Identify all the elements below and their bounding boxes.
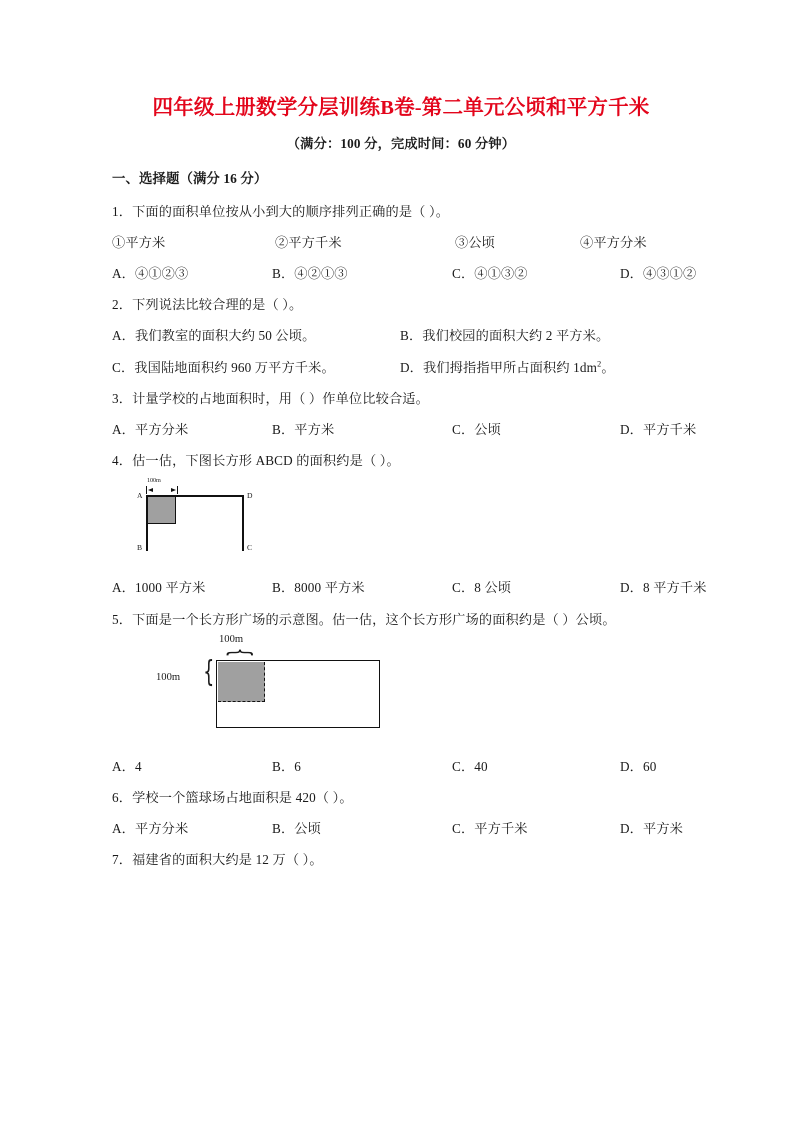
question-5-option-b[interactable]: B．6: [272, 758, 302, 774]
curly-brace-top-icon: {: [223, 647, 259, 658]
question-3-option-d[interactable]: D．平方千米: [620, 422, 697, 438]
question-4-option-a[interactable]: A．1000 平方米: [112, 580, 206, 596]
question-1-circled-option-3: ③公顷: [455, 234, 496, 250]
plaza-left-length-label: 100m: [156, 671, 181, 683]
question-6-option-a[interactable]: A．平方分米: [112, 821, 189, 837]
rectangle-abcd-vertex-d: D: [247, 491, 253, 501]
page-title: 四年级上册数学分层训练B卷-第二单元公顷和平方千米: [152, 97, 650, 119]
question-4-option-b[interactable]: B．8000 平方米: [272, 580, 365, 596]
question-1-circled-option-1: ①平方米: [112, 234, 166, 250]
question-2-option-b[interactable]: B．我们校园的面积大约 2 平方米。: [400, 328, 610, 344]
question-2-stem: 2．下列说法比较合理的是（ ）。: [112, 297, 303, 313]
plaza-unit-square: [218, 662, 265, 702]
question-5-options: [112, 742, 690, 773]
question-7-stem: 7．福建省的面积大约是 12 万（ ）。: [112, 852, 323, 868]
rectangle-abcd-length-label: 100m: [147, 477, 161, 485]
question-3-option-c[interactable]: C．公顷: [452, 422, 501, 438]
question-2-option-d-text: D．我们拇指指甲所占面积约 1dm: [400, 359, 598, 375]
exam-info-subtitle: （满分：100 分，完成时间：60 分钟）: [286, 135, 516, 151]
question-6-option-c[interactable]: C．平方千米: [452, 821, 528, 837]
rectangle-abcd-diagram: [134, 477, 256, 553]
question-4-option-c[interactable]: C．8 公顷: [452, 580, 512, 596]
question-1-circled-option-2: ②平方千米: [275, 234, 342, 250]
question-1-option-b[interactable]: B．④②①③: [272, 266, 348, 282]
question-5-option-c[interactable]: C．40: [452, 758, 488, 774]
question-6-stem: 6．学校一个篮球场占地面积是 420（ ）。: [112, 790, 353, 806]
question-2-option-d[interactable]: [400, 361, 615, 374]
question-5-option-d[interactable]: D．60: [620, 758, 657, 774]
question-4-stem: 4．估一估，下图长方形 ABCD 的面积约是（ ）。: [112, 453, 400, 469]
question-4-figure-area: [112, 467, 690, 563]
rectangle-abcd-vertex-a: A: [137, 491, 143, 501]
plaza-top-length-label: 100m: [219, 633, 244, 645]
rectangle-abcd-vertex-b: B: [137, 543, 143, 553]
section-heading-multiple-choice: 一、选择题（满分 16 分）: [112, 170, 268, 186]
question-1-options: [112, 249, 697, 282]
question-2-option-d-period: 。: [601, 359, 615, 375]
double-arrow-measure-icon: [146, 486, 178, 494]
question-1-option-a[interactable]: A．④①②③: [112, 266, 189, 282]
question-2-options-row-1: [112, 311, 690, 342]
question-5-stem: 5．下面是一个长方形广场的示意图。估一估，这个长方形广场的面积约是（ ）公顷。: [112, 611, 616, 627]
question-2-option-a[interactable]: A．我们教室的面积大约 50 公顷。: [112, 328, 316, 344]
question-6-options: [112, 804, 690, 835]
question-6-option-d[interactable]: D．平方米: [620, 821, 684, 837]
question-4-option-d[interactable]: D．8 平方千米: [620, 580, 707, 596]
question-5-figure-area: [112, 626, 690, 742]
question-1-circled-options: [112, 218, 690, 249]
question-2-option-d-exponent: 2: [597, 359, 602, 369]
rectangle-abcd-unit-square: [148, 497, 176, 524]
question-1-stem: 1．下面的面积单位按从小到大的顺序排列正确的是（ ）。: [112, 203, 450, 219]
question-5-option-a[interactable]: A．4: [112, 758, 142, 774]
question-3-option-b[interactable]: B．平方米: [272, 422, 335, 438]
rectangle-abcd-right-edge: [242, 495, 244, 551]
curly-brace-left-icon: {: [203, 653, 215, 689]
question-3-option-a[interactable]: A．平方分米: [112, 422, 189, 438]
question-3-stem: 3．计量学校的占地面积时，用（ ）作单位比较合适。: [112, 390, 429, 406]
question-1-option-c[interactable]: C．④①③②: [452, 266, 528, 282]
rectangular-plaza-diagram: [150, 634, 400, 734]
question-2-options-row-2: [112, 343, 690, 374]
rectangle-abcd-vertex-c: C: [247, 543, 253, 553]
question-3-options: [112, 405, 697, 438]
question-2-option-c[interactable]: C．我国陆地面积约 960 万平方千米。: [112, 359, 335, 375]
question-4-options: [112, 563, 707, 596]
question-6-option-b[interactable]: B．公顷: [272, 821, 321, 837]
question-1-option-d[interactable]: D．④③①②: [620, 266, 697, 282]
question-1-circled-option-4: ④平方分米: [580, 234, 647, 250]
